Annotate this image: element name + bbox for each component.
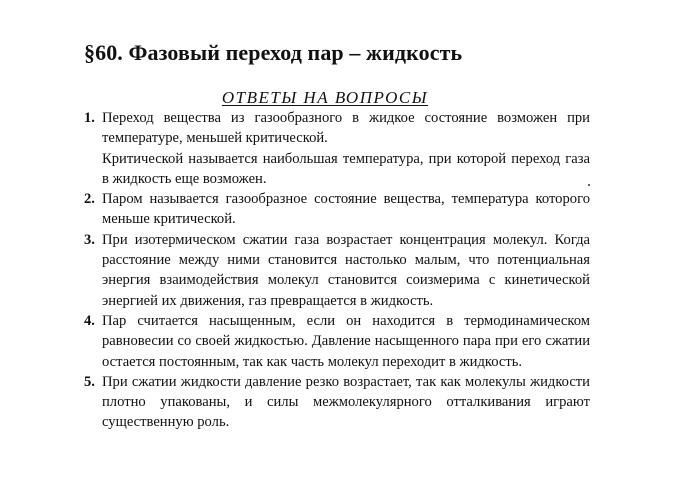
answer-item-2 <box>84 189 590 230</box>
answer-paragraph: Паром называется газообразное состояние вещества, температура которого меньше критической. <box>102 191 590 228</box>
answer-paragraph: При сжатии жидкости давление резко возрастает, так как молекулы жидкости плотно упакованы, и силы межмолекулярного отталкивания играют существенную роль. <box>102 373 590 431</box>
answers-list <box>84 108 590 433</box>
answer-number: 2. <box>84 191 95 208</box>
answer-item-3 <box>84 230 590 311</box>
answer-item-1 <box>84 108 590 189</box>
answer-number: 1. <box>84 110 95 126</box>
answer-item-4 <box>84 311 590 372</box>
answer-number: 4. <box>84 312 95 329</box>
answer-number: 5. <box>84 373 95 390</box>
answer-paragraph: При изотермическом сжатии газа возрастает концентрация молекул. Когда расстояние между ними становится настолько малым, что потенциальная энергия взаимодействия молекул становится соизмерима с кинетической энергией их движения, газ превращается в жидкость. <box>102 231 590 309</box>
answer-paragraph: Переход вещества из газообразного в жидкое состояние возможен при температуре, меньшей критической. <box>102 110 590 147</box>
answer-paragraph: Пар считается насыщенным, если он находится в термодинамическом равновесии со своей жидкостью. Давление насыщенного пара при его сжатии остается постоянным, так как часть молекул переходит в жидкость. <box>102 312 590 370</box>
answer-paragraph: Критической называется наибольшая температура, при которой переход газа в жидкость еще возможен. <box>102 150 590 187</box>
section-title: §60. Фазовый переход пар – жидкость <box>84 40 463 65</box>
scan-speck <box>588 184 590 186</box>
answer-number: 3. <box>84 231 95 248</box>
answer-item-5 <box>84 372 590 433</box>
answers-heading: ОТВЕТЫ НА ВОПРОСЫ <box>221 88 429 107</box>
